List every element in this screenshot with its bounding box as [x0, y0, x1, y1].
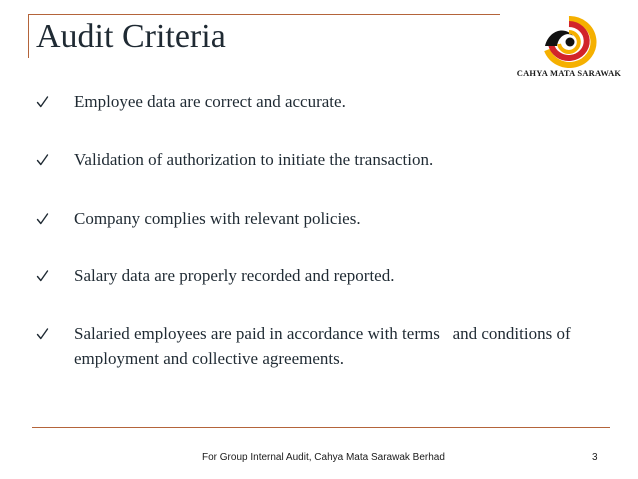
- footer-text: For Group Internal Audit, Cahya Mata Sarawak Berhad: [202, 452, 445, 463]
- title-top-rule: [28, 14, 500, 15]
- page-number: 3: [592, 452, 598, 463]
- checkmark-icon: [36, 327, 49, 341]
- checkmark-icon: [36, 269, 49, 283]
- bullet-text: Salaried employees are paid in accordance with terms and conditions of employment and collective agreements.: [74, 324, 575, 368]
- bullet-text: Validation of authorization to initiate the transaction.: [74, 150, 434, 169]
- cms-logo-icon: [539, 16, 599, 68]
- footer-rule: [32, 427, 610, 428]
- title-left-rule: [28, 14, 29, 58]
- checkmark-icon: [36, 212, 49, 226]
- bullet-text: Salary data are properly recorded and reported.: [74, 266, 395, 285]
- bullet-text: Employee data are correct and accurate.: [74, 92, 346, 111]
- slide-title: Audit Criteria: [36, 18, 226, 55]
- checkmark-icon: [36, 95, 49, 109]
- checkmark-icon: [36, 153, 49, 167]
- company-logo: [510, 14, 628, 84]
- bullet-text: Company complies with relevant policies.: [74, 209, 361, 228]
- logo-wordmark: CAHYA MATA SARAWAK: [516, 68, 622, 78]
